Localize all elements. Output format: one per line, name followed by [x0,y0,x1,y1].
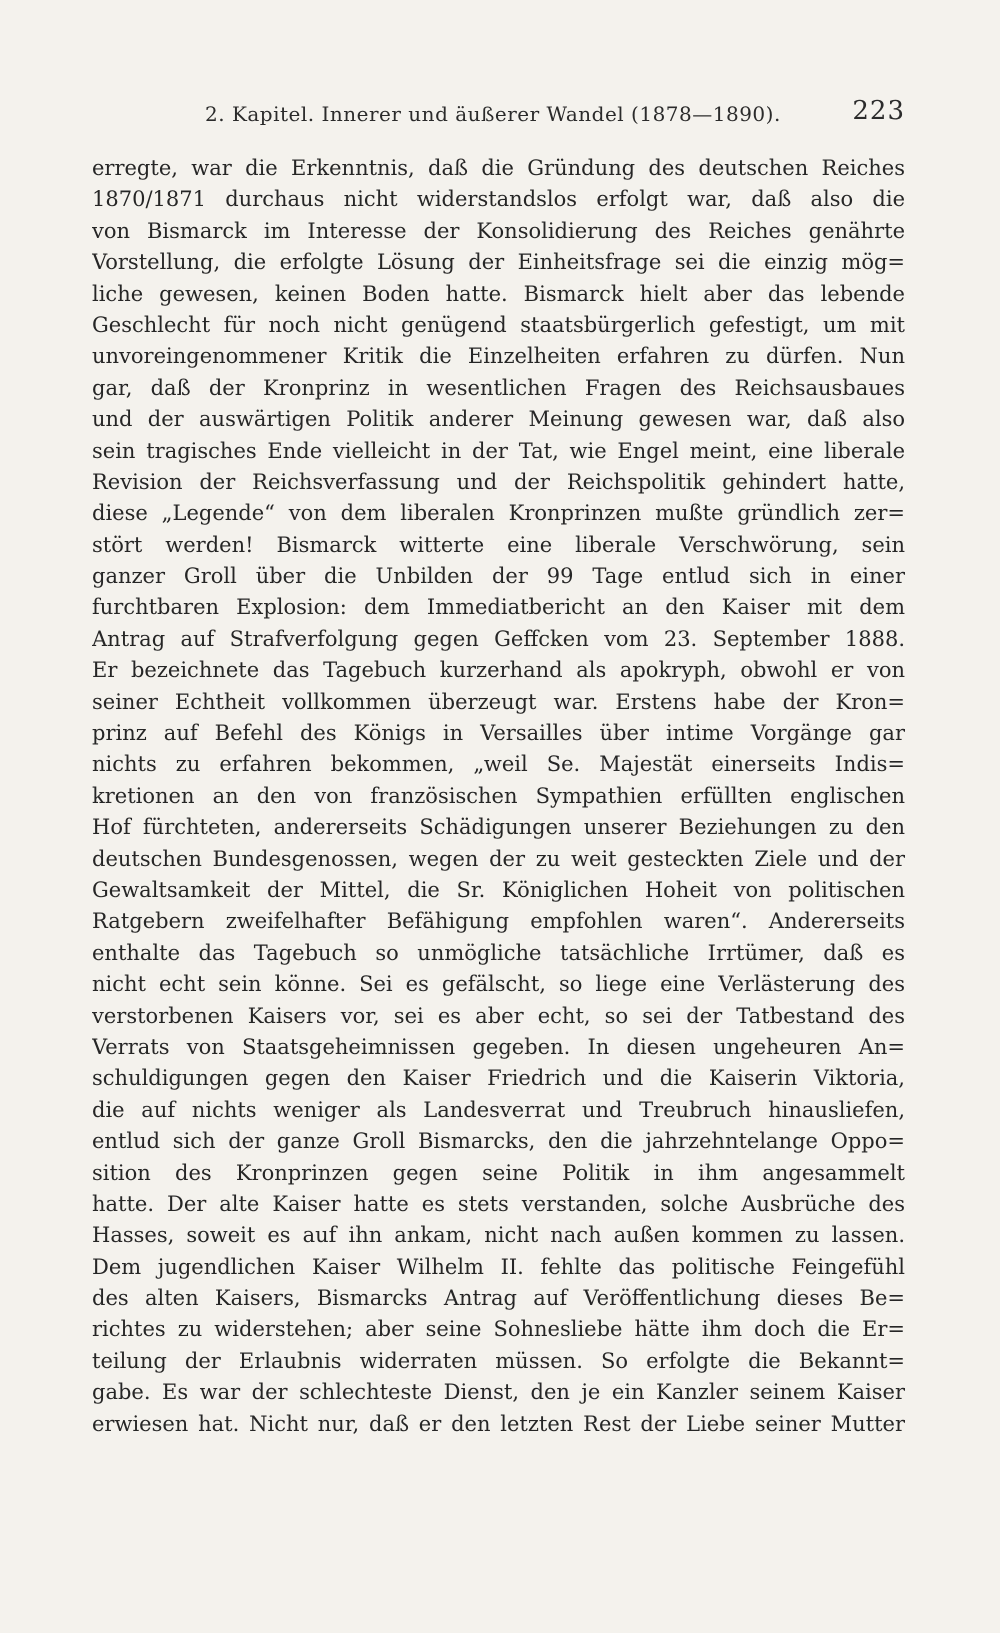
text-line: von Bismarck im Interesse der Konsolidierung des Reiches genährte [92,218,905,243]
text-line: erregte, war die Erkenntnis, daß die Gründung des deutschen Reiches [92,156,905,180]
body-text [92,153,905,1440]
text-line: furchtbaren Explosion: dem Immediatbericht an den Kaiser mit dem [92,595,905,620]
running-head: 2. Kapitel. Innerer und äußerer Wandel (1878—1890). [205,102,781,126]
text-line: 1870/1871 durchaus nicht widerstandslos erfolgt war, daß also die [92,187,905,212]
text-line: Er bezeichnete das Tagebuch kurzerhand als apokryph, obwohl er von [92,658,905,683]
text-line: Geschlecht für noch nicht genügend staatsbürgerlich gefestigt, um mit [92,312,905,337]
text-line: schuldigungen gegen den Kaiser Friedrich und die Kaiserin Viktoria, [92,1066,905,1091]
text-line: hatte. Der alte Kaiser hatte es stets verstanden, solche Ausbrüche des [92,1191,905,1216]
text-line: die auf nichts weniger als Landesverrat und Treubruch hinausliefen, [92,1097,905,1122]
text-line: Ratgebern zweifelhafter Befähigung empfohlen waren“. Andererseits [92,909,905,934]
text-line: deutschen Bundesgenossen, wegen der zu weit gesteckten Ziele und der [92,846,905,871]
text-line: richtes zu widerstehen; aber seine Sohnesliebe hätte ihm doch die Er= [92,1317,905,1342]
text-line: entlud sich der ganze Groll Bismarcks, den die jahrzehntelange Oppo= [92,1129,905,1154]
text-line: nicht echt sein könne. Sei es gefälscht, so liege eine Verlästerung des [92,972,905,997]
text-line: Hof fürchteten, andererseits Schädigungen unserer Beziehungen zu den [92,815,905,840]
text-line: nichts zu erfahren bekommen, „weil Se. Majestät einerseits Indis= [92,752,905,777]
text-line: diese „Legende“ von dem liberalen Kronprinzen mußte gründlich zer= [92,501,905,526]
text-line: gar, daß der Kronprinz in wesentlichen Fragen des Reichsausbaues [92,375,905,400]
text-line: Verrats von Staatsgeheimnissen gegeben. In diesen ungeheuren An= [92,1034,905,1059]
text-line: stört werden! Bismarck witterte eine liberale Verschwörung, sein [92,532,905,557]
text-line: unvoreingenommener Kritik die Einzelheiten erfahren zu dürfen. Nun [92,344,905,369]
text-line: liche gewesen, keinen Boden hatte. Bismarck hielt aber das lebende [92,281,905,306]
text-line: gabe. Es war der schlechteste Dienst, den je ein Kanzler seinem Kaiser [92,1380,905,1405]
text-line: Dem jugendlichen Kaiser Wilhelm II. fehlte das politische Feingefühl [92,1254,905,1279]
text-line: und der auswärtigen Politik anderer Meinung gewesen war, daß also [92,407,905,432]
text-line: ganzer Groll über die Unbilden der 99 Tage entlud sich in einer [92,564,905,589]
text-line: Vorstellung, die erfolgte Lösung der Einheitsfrage sei die einzig mög= [92,250,905,275]
text-line: enthalte das Tagebuch so unmögliche tatsächliche Irrtümer, daß es [92,940,905,965]
text-line: teilung der Erlaubnis widerraten müssen. So erfolgte die Bekannt= [92,1348,905,1373]
text-line: sein tragisches Ende vielleicht in der Tat, wie Engel meint, eine liberale [92,438,905,463]
text-line: prinz auf Befehl des Königs in Versailles über intime Vorgänge gar [92,721,905,746]
page-header [205,96,905,132]
text-line: sition des Kronprinzen gegen seine Politik in ihm angesammelt [92,1160,905,1185]
page-number: 223 [852,96,905,126]
text-line: kretionen an den von französischen Sympathien erfüllten englischen [92,783,905,808]
text-line: Antrag auf Strafverfolgung gegen Geffcken vom 23. September 1888. [92,626,905,651]
text-line: seiner Echtheit vollkommen überzeugt war. Erstens habe der Kron= [92,689,905,714]
text-line: des alten Kaisers, Bismarcks Antrag auf Veröffentlichung dieses Be= [92,1286,905,1311]
text-line: Revision der Reichsverfassung und der Reichspolitik gehindert hatte, [92,469,905,494]
text-line: Gewaltsamkeit der Mittel, die Sr. Königlichen Hoheit von politischen [92,877,905,902]
text-line: Hasses, soweit es auf ihn ankam, nicht nach außen kommen zu lassen. [92,1223,905,1248]
text-line: verstorbenen Kaisers vor, sei es aber echt, so sei der Tatbestand des [92,1003,905,1028]
text-line: erwiesen hat. Nicht nur, daß er den letzten Rest der Liebe seiner Mutter [92,1411,905,1436]
